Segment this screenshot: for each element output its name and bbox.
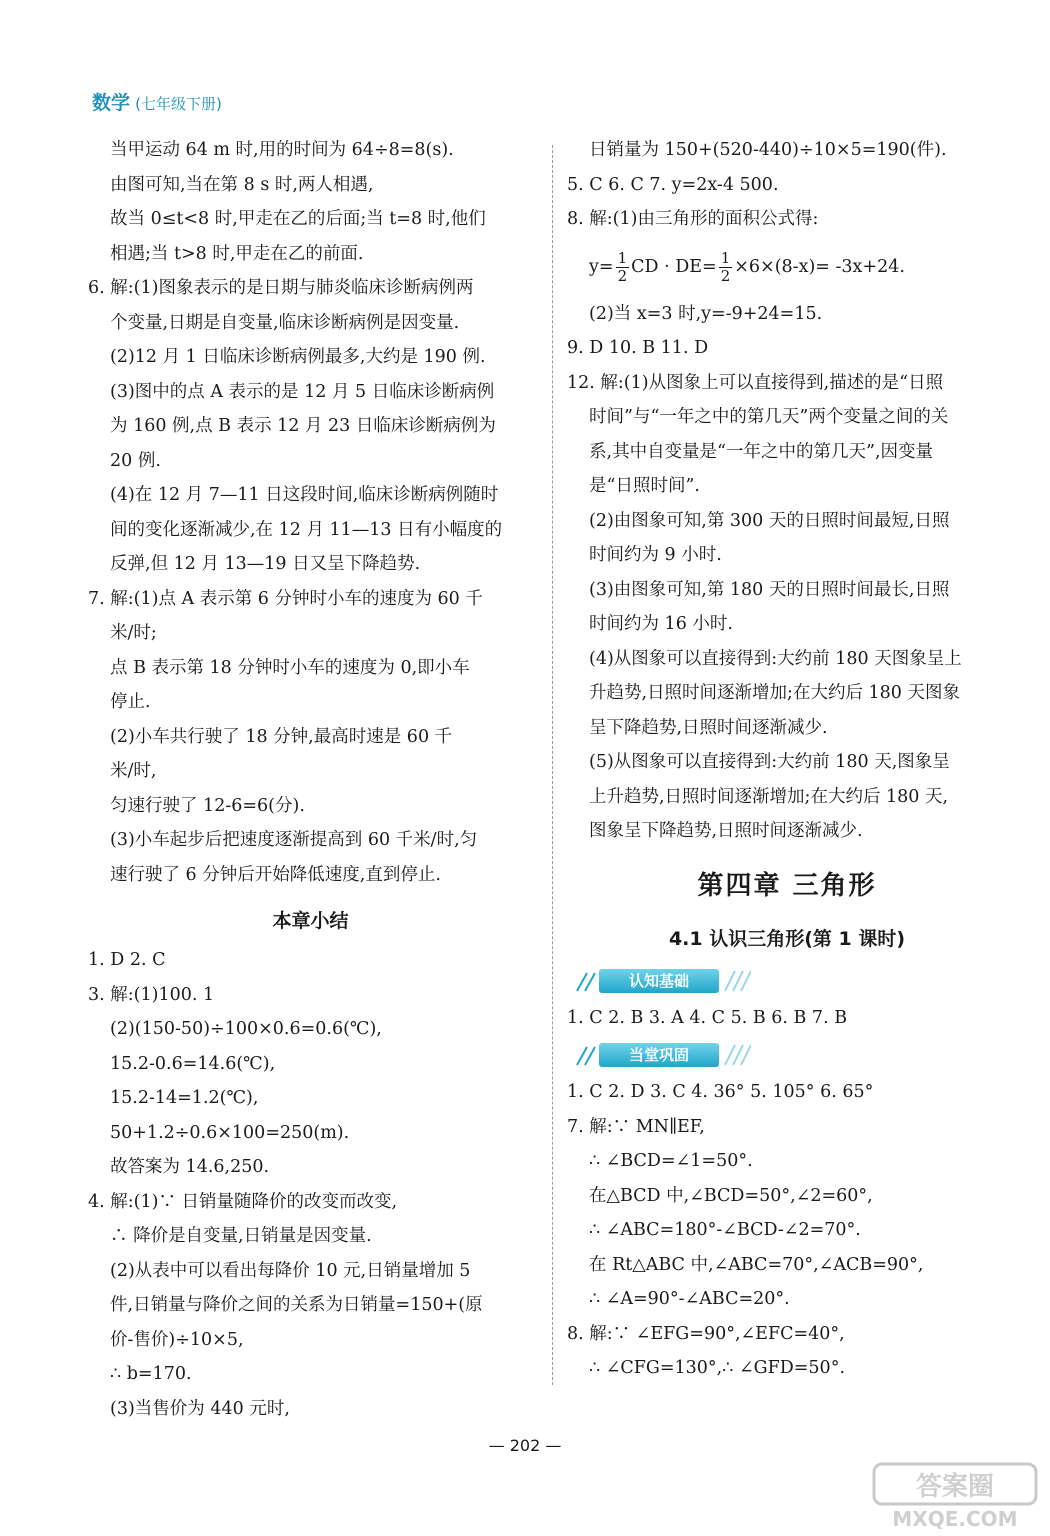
text-line: 升趋势,日照时间逐渐增加;在大约后 180 天图象 bbox=[589, 683, 960, 703]
text-line: 上升趋势,日照时间逐渐增加;在大约后 180 天, bbox=[589, 786, 949, 807]
text-line: (4)在 12 月 7—11 日这段时间,临床诊断病例随时 bbox=[110, 485, 499, 505]
tag-label: 当堂巩固 bbox=[599, 1043, 719, 1067]
text-line: ∴ b=170. bbox=[110, 1364, 192, 1384]
watermark-logo bbox=[870, 1462, 1040, 1532]
text-line: (2)小车共行驶了 18 分钟,最高时速是 60 千 bbox=[110, 726, 453, 747]
text-line: 图象呈下降趋势,日照时间逐渐减少. bbox=[589, 821, 863, 841]
practice-answers-1-6: 1. C 2. D 3. C 4. 36° 5. 105° 6. 65° bbox=[567, 1082, 874, 1102]
text-line: (2)由图象可知,第 300 天的日照时间最短,日照 bbox=[589, 510, 950, 531]
formula-mid: CD · DE= bbox=[631, 256, 717, 277]
text-line: 故当 0≤t<8 时,甲走在乙的后面;当 t=8 时,他们 bbox=[110, 209, 486, 229]
text-line: ∴ ∠ABC=180°-∠BCD-∠2=70°. bbox=[589, 1220, 861, 1240]
section-tag-basics bbox=[571, 965, 1007, 999]
text-line: 为 160 例,点 B 表示 12 月 23 日临床诊断病例为 bbox=[110, 416, 496, 436]
text-line: 相遇;当 t>8 时,甲走在乙的前面. bbox=[110, 243, 364, 264]
text-line: 15.2-14=1.2(℃), bbox=[110, 1088, 259, 1108]
svg-text:答案圈: 答案圈 bbox=[915, 1472, 995, 1502]
text-line: 时间约为 16 小时. bbox=[589, 614, 733, 634]
formula-rhs: ×6×(8-x)= -3x+24. bbox=[734, 256, 905, 277]
text-line: 故答案为 14.6,250. bbox=[110, 1157, 270, 1177]
summary-answers-1-2: 1. D 2. C bbox=[88, 950, 166, 970]
text-line: 在△BCD 中,∠BCD=50°,∠2=60°, bbox=[589, 1185, 873, 1206]
answer-6: 6. 解:(1)图象表示的是日期与肺炎临床诊断病例两 bbox=[88, 278, 474, 298]
text-line: 个变量,日期是自变量,临床诊断病例是因变量. bbox=[110, 312, 460, 333]
practice-answer-7: 7. 解:∵ MN∥EF, bbox=[567, 1116, 705, 1137]
basics-answers: 1. C 2. B 3. A 4. C 5. B 6. B 7. B bbox=[567, 1007, 848, 1028]
text-line: ∴ ∠A=90°-∠ABC=20°. bbox=[589, 1289, 790, 1309]
text-line: 呈下降趋势,日照时间逐渐减少. bbox=[589, 717, 828, 738]
page-number: — 202 — bbox=[488, 1436, 562, 1455]
text-line: 点 B 表示第 18 分钟时小车的速度为 0,即小车 bbox=[110, 657, 470, 678]
text-line: 日销量为 150+(520-440)÷10×5=190(件). bbox=[589, 140, 947, 160]
text-line: (2)从表中可以看出每降价 10 元,日销量增加 5 bbox=[110, 1260, 471, 1281]
text-line: (5)从图象可以直接得到:大约前 180 天,图象呈 bbox=[589, 752, 950, 772]
area-formula bbox=[567, 237, 1007, 297]
fraction-denominator: 2 bbox=[617, 266, 628, 285]
text-line: 50+1.2÷0.6×100=250(m). bbox=[110, 1122, 350, 1143]
text-line: (3)小车起步后把速度逐渐提高到 60 千米/时,匀 bbox=[110, 830, 478, 850]
text-line: 时间”与“一年之中的第几天”两个变量之间的关 bbox=[589, 407, 949, 427]
text-line: 20 例. bbox=[110, 450, 161, 471]
text-line: 米/时, bbox=[110, 761, 157, 781]
text-line: 间的变化逐渐减少,在 12 月 11—13 日有小幅度的 bbox=[110, 519, 503, 540]
answer-12: 12. 解:(1)从图象上可以直接得到,描述的是“日照 bbox=[567, 372, 944, 393]
fraction-denominator: 2 bbox=[720, 266, 731, 285]
fraction-half bbox=[616, 250, 630, 285]
text-line: (2)(150-50)÷100×0.6=0.6(℃), bbox=[110, 1019, 382, 1039]
text-line: ∴ 降价是自变量,日销量是因变量. bbox=[110, 1226, 372, 1246]
answers-5-7: 5. C 6. C 7. y=2x-4 500. bbox=[567, 174, 779, 195]
slash-decoration-icon bbox=[573, 971, 599, 993]
text-line: ∴ ∠CFG=130°,∴ ∠GFD=50°. bbox=[589, 1358, 846, 1378]
text-line: 15.2-0.6=14.6(℃), bbox=[110, 1053, 276, 1074]
answer-8: 8. 解:(1)由三角形的面积公式得: bbox=[567, 209, 819, 229]
answer-7: 7. 解:(1)点 A 表示第 6 分钟时小车的速度为 60 千 bbox=[88, 588, 483, 609]
grade-label: (七年级下册) bbox=[135, 95, 222, 113]
stripe-decoration-icon bbox=[723, 1043, 751, 1067]
text-line: 价-售价)÷10×5, bbox=[110, 1329, 244, 1350]
page-header bbox=[92, 88, 222, 115]
text-line: 米/时; bbox=[110, 623, 157, 643]
text-line: (4)从图象可以直接得到:大约前 180 天图象呈上 bbox=[589, 648, 962, 669]
text-line: 停止. bbox=[110, 692, 151, 712]
stripe-decoration-icon bbox=[723, 969, 751, 993]
tag-label: 认知基础 bbox=[599, 969, 719, 993]
text-line: (2)12 月 1 日临床诊断病例最多,大约是 190 例. bbox=[110, 347, 486, 367]
slash-decoration-icon bbox=[573, 1045, 599, 1067]
text-line: ∴ ∠BCD=∠1=50°. bbox=[589, 1151, 753, 1171]
subsection-title: 4.1 认识三角形(第 1 课时) bbox=[668, 927, 906, 950]
subject-label: 数学 bbox=[92, 92, 131, 114]
text-line: 当甲运动 64 m 时,用的时间为 64÷8=8(s). bbox=[110, 140, 454, 160]
chapter-title: 第四章 三角形 bbox=[697, 870, 877, 901]
text-line: (3)当售价为 440 元时, bbox=[110, 1398, 290, 1419]
practice-answer-8: 8. 解:∵ ∠EFG=90°,∠EFC=40°, bbox=[567, 1323, 845, 1344]
text-line: (2)当 x=3 时,y=-9+24=15. bbox=[589, 303, 823, 324]
text-line: 件,日销量与降价之间的关系为日销量=150+(原 bbox=[110, 1295, 483, 1315]
text-line: 是“日照时间”. bbox=[589, 476, 700, 496]
fraction-numerator: 1 bbox=[720, 248, 731, 267]
text-line: 反弹,但 12 月 13—19 日又呈下降趋势. bbox=[110, 554, 421, 574]
answers-9-11: 9. D 10. B 11. D bbox=[567, 338, 709, 358]
chapter-summary-title: 本章小结 bbox=[272, 910, 349, 932]
text-line: 匀速行驶了 12-6=6(分). bbox=[110, 795, 305, 816]
text-line: 由图可知,当在第 8 s 时,两人相遇, bbox=[110, 174, 374, 195]
fraction-half bbox=[719, 250, 733, 285]
text-line: 在 Rt△ABC 中,∠ABC=70°,∠ACB=90°, bbox=[589, 1254, 924, 1275]
left-column bbox=[88, 133, 533, 1426]
fraction-numerator: 1 bbox=[617, 248, 628, 267]
text-line: 系,其中自变量是“一年之中的第几天”,因变量 bbox=[589, 441, 934, 462]
svg-text:MXQE.COM: MXQE.COM bbox=[892, 1507, 1018, 1531]
text-line: 速行驶了 6 分钟后开始降低速度,直到停止. bbox=[110, 864, 441, 885]
text-line: 时间约为 9 小时. bbox=[589, 545, 722, 565]
text-line: (3)图中的点 A 表示的是 12 月 5 日临床诊断病例 bbox=[110, 381, 495, 402]
text-line: (3)由图象可知,第 180 天的日照时间最长,日照 bbox=[589, 579, 950, 600]
section-tag-practice bbox=[571, 1039, 1007, 1073]
summary-answer-4: 4. 解:(1)∵ 日销量随降价的改变而改变, bbox=[88, 1191, 398, 1212]
column-divider bbox=[552, 145, 553, 1385]
right-column bbox=[567, 133, 1007, 1386]
summary-answer-3: 3. 解:(1)100. 1 bbox=[88, 984, 215, 1005]
formula-lhs: y= bbox=[589, 256, 614, 277]
